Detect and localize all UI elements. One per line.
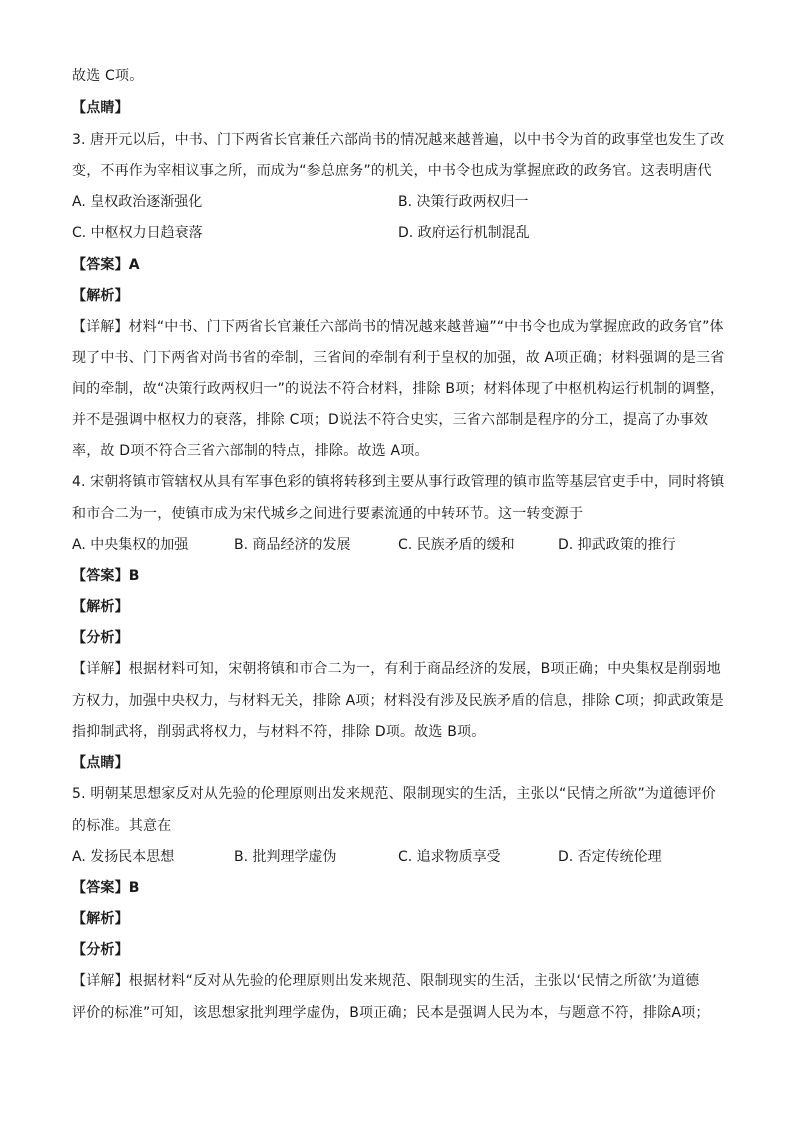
q3-explanation-cont: 率，故 D项不符合三省六部制的特点，排除。故选 A项。 [72,443,429,459]
q4-option-c: C. 民族矛盾的缓和 [398,537,515,553]
q3-explanation-cont: 并不是强调中枢权力的衰落，排除 C项；D说法不符合史实，三省六部制是程序的分工，提高了办事效 [72,412,709,428]
q3-answer: 【答案】A [72,257,140,273]
question-3-stem: 3. 唐开元以后，中书、门下两省长官兼任六部尚书的情况越来越普遍，以中书令为首的政事堂也发生了改 [72,132,725,148]
q3-option-c: C. 中枢权力日趋衰落 [72,225,203,241]
text-line: 故选 C项。 [72,68,144,84]
section-heading-dianjing: 【点睛】 [72,755,129,771]
section-heading-jiexi: 【解析】 [72,599,129,615]
q5-option-a: A. 发扬民本思想 [72,849,175,865]
q3-option-a: A. 皇权政治逐渐强化 [72,194,203,210]
question-3-stem-cont: 变，不再作为宰相议事之所，而成为“参总庶务”的机关，中书令也成为掌握庶政的政务官。这表明唐代 [72,163,712,179]
question-4-stem: 4. 宋朝将镇市管辖权从具有军事色彩的镇将转移到主要从事行政管理的镇市监等基层官吏手中，同时将镇 [72,474,725,490]
q4-option-a: A. 中央集权的加强 [72,537,189,553]
q3-explanation: 【详解】材料“中书、门下两省长官兼任六部尚书的情况越来越普遍”“中书令也成为掌握庶政的政务官”体 [72,319,724,335]
q4-explanation-cont: 指抑制武将，削弱武将权力，与材料不符，排除 D项。故选 B项。 [72,724,486,740]
q3-option-b: B. 决策行政两权归一 [398,194,529,210]
q5-explanation-cont: 评价的标准”可知，该思想家批判理学虚伪，B项正确；民本是强调人民为本，与题意不符，排除A项； [72,1005,710,1021]
q4-explanation-cont: 方权力，加强中央权力，与材料无关，排除 A项；材料没有涉及民族矛盾的信息，排除 C项；抑武政策是 [72,693,724,709]
q4-option-b: B. 商品经济的发展 [234,537,351,553]
q4-answer: 【答案】B [72,568,140,584]
question-5-stem-cont: 的标准。其意在 [72,818,172,834]
q5-explanation: 【详解】根据材料“反对从先验的伦理原则出发来规范、限制现实的生活，主张以‘民情之所欲’为道德 [72,973,700,989]
section-heading-fenxi: 【分析】 [72,942,129,958]
q5-option-b: B. 批判理学虚伪 [234,849,337,865]
q3-explanation-cont: 现了中书、门下两省对尚书省的牵制，三省间的牵制有利于皇权的加强，故 A项正确；材料强调的是三省 [72,350,725,366]
q5-answer: 【答案】B [72,880,140,896]
question-4-stem-cont: 和市合二为一，使镇市成为宋代城乡之间进行要素流通的中转环节。这一转变源于 [72,506,584,522]
section-heading-dianjing: 【点睛】 [72,100,129,116]
section-heading-jiexi: 【解析】 [72,911,129,927]
q3-option-d: D. 政府运行机制混乱 [398,225,530,241]
q5-option-c: C. 追求物质享受 [398,849,501,865]
section-heading-jiexi: 【解析】 [72,288,129,304]
q4-option-d: D. 抑武政策的推行 [558,537,676,553]
section-heading-fenxi: 【分析】 [72,630,129,646]
q4-explanation: 【详解】根据材料可知，宋朝将镇和市合二为一，有利于商品经济的发展，B项正确；中央集权是削弱地 [72,661,721,677]
question-5-stem: 5. 明朝某思想家反对从先验的伦理原则出发来规范、限制现实的生活，主张以“民情之所欲”为道德评价 [72,786,716,802]
q5-option-d: D. 否定传统伦理 [558,849,662,865]
q3-explanation-cont: 间的牵制，故“决策行政两权归一”的说法不符合材料，排除 B项；材料体现了中枢机构运行机制的调整， [72,381,725,397]
